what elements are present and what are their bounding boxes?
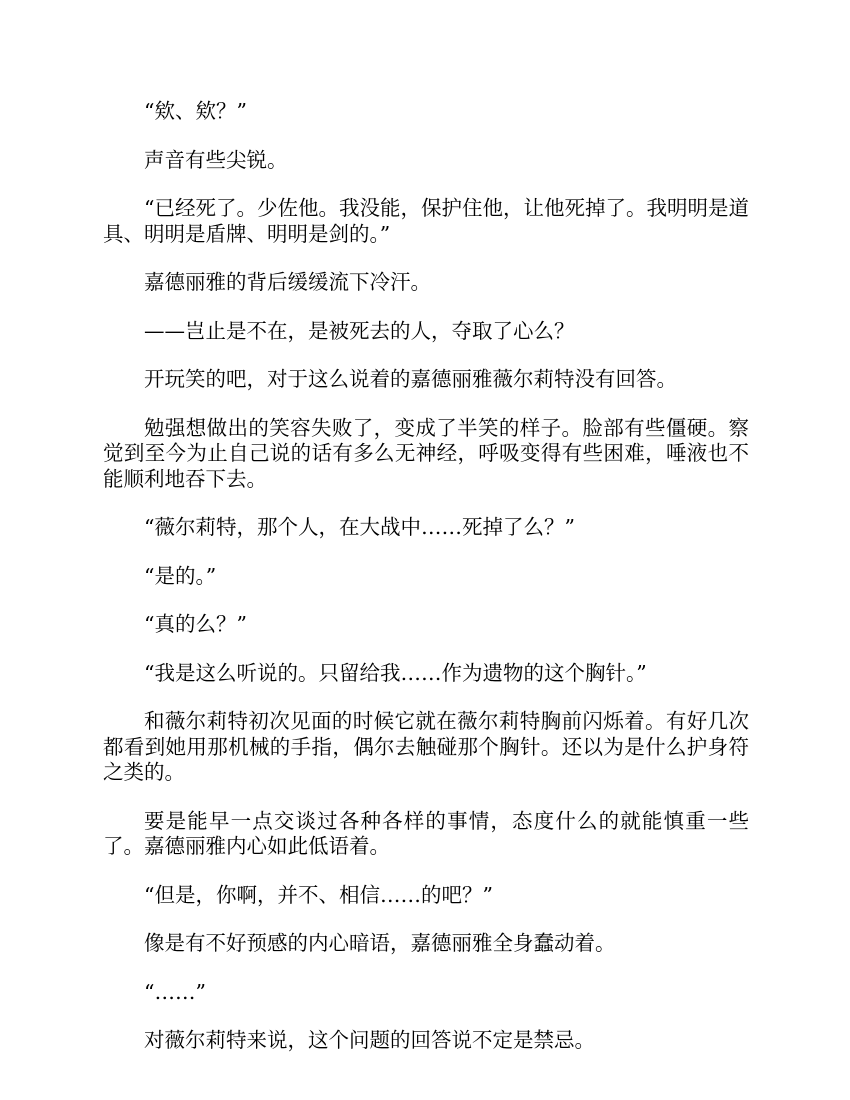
- paragraph: ——岂止是不在，是被死去的人，夺取了心么？: [144, 318, 575, 343]
- paragraph: 勉强想做出的笑容失败了，变成了半笑的样子。脸部有些僵硬。察觉到至今为止自己说的话有多么无神经，呼吸变得有些困难，唾液也不能顺利地吞下去。: [103, 415, 749, 491]
- paragraph: 嘉德丽雅的背后缓缓流下冷汗。: [144, 270, 431, 294]
- paragraph: 开玩笑的吧，对于这么说着的嘉德丽雅薇尔莉特没有回答。: [144, 367, 677, 391]
- paragraph: 要是能早一点交谈过各种各样的事情，态度什么的就能慎重一些了。嘉德丽雅内心如此低语着。: [103, 808, 749, 858]
- document-body: [103, 99, 749, 1077]
- paragraph: “真的么？”: [144, 612, 247, 636]
- paragraph: “已经死了。少佐他。我没能，保护住他，让他死掉了。我明明是道具、明明是盾牌、明明是剑的。”: [103, 196, 749, 246]
- paragraph: 像是有不好预感的内心暗语，嘉德丽雅全身蠢动着。: [144, 931, 616, 955]
- paragraph: “薇尔莉特，那个人，在大战中……死掉了么？”: [144, 515, 575, 539]
- paragraph: 对薇尔莉特来说，这个问题的回答说不定是禁忌。: [144, 1028, 595, 1052]
- paragraph: “是的。”: [144, 563, 217, 588]
- paragraph: “欸、欸？”: [144, 99, 247, 123]
- paragraph: “我是这么听说的。只留给我……作为遗物的这个胸针。”: [144, 660, 647, 685]
- paragraph: 声音有些尖锐。: [144, 147, 288, 172]
- paragraph: “但是，你啊，并不、相信……的吧？”: [144, 882, 493, 907]
- paragraph: “……”: [144, 979, 206, 1004]
- paragraph: 和薇尔莉特初次见面的时候它就在薇尔莉特胸前闪烁着。有好几次都看到她用那机械的手指，偶尔去触碰那个胸针。还以为是什么护身符之类的。: [103, 709, 749, 784]
